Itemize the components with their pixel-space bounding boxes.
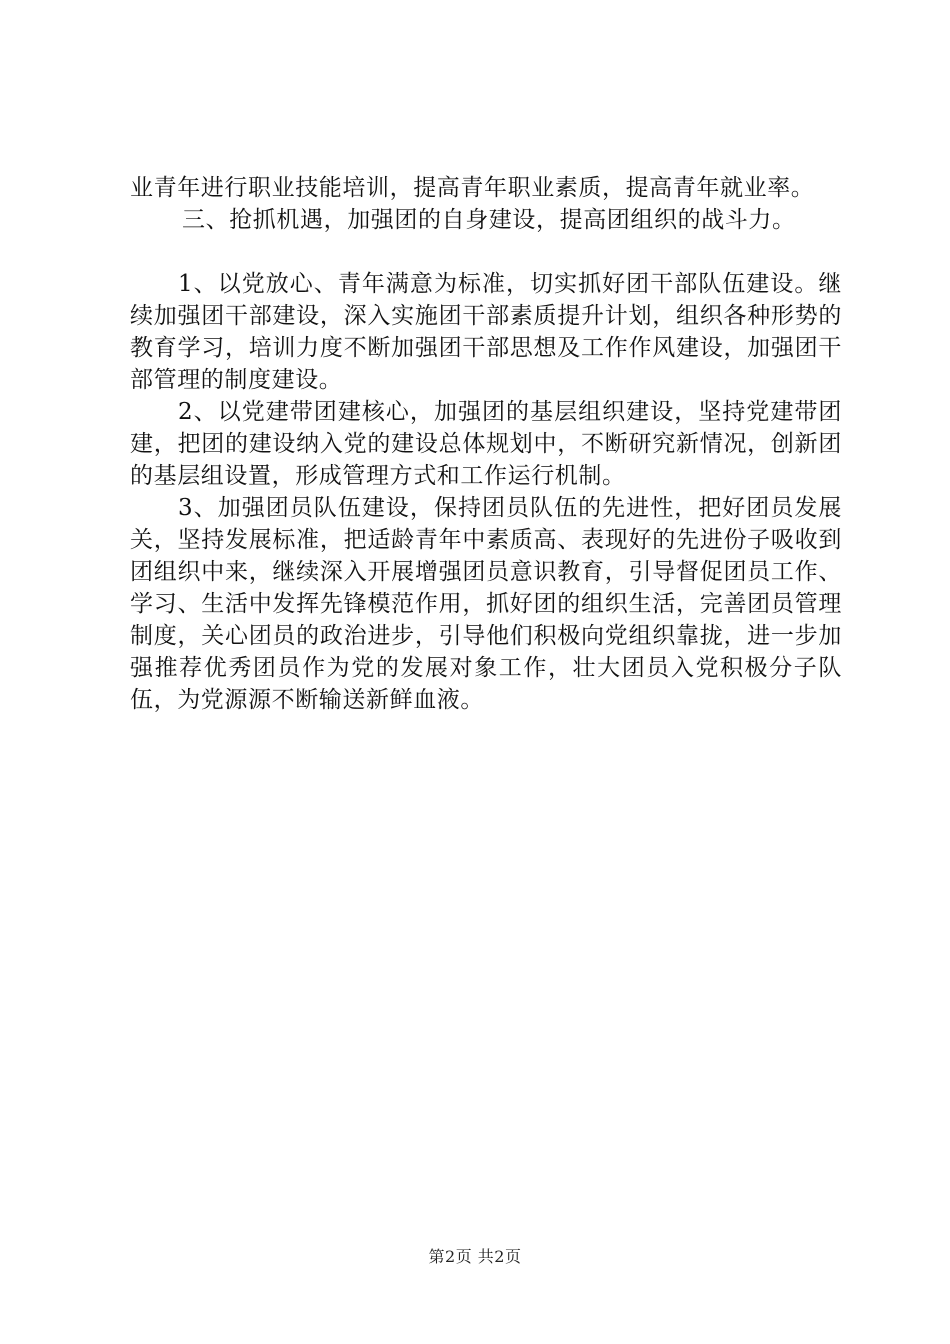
item-paragraph-3: 3、加强团员队伍建设，保持团员队伍的先进性，把好团员发展关，坚持发展标准，把适龄青年中素质高、表现好的先进份子吸收到团组织中来，继续深入开展增强团员意识教育，引导督促团员工作、学习、生活中发挥先锋模范作用，抓好团的组织生活，完善团员管理制度，关心团员的政治进步，引导他们积极向党组织靠拢，进一步加强推荐优秀团员作为党的发展对象工作，壮大团员入党积极分子队伍，为党源源不断输送新鲜血液。 <box>130 495 842 713</box>
continuation-paragraph: 业青年进行职业技能培训，提高青年职业素质，提高青年就业率。 <box>130 175 815 201</box>
paragraph-gap <box>130 236 842 268</box>
document-body <box>130 172 842 716</box>
item-paragraph-1: 1、以党放心、青年满意为标准，切实抓好团干部队伍建设。继续加强团干部建设，深入实施团干部素质提升计划，组织各种形势的教育学习，培训力度不断加强团干部思想及工作作风建设，加强团干部管理的制度建设。 <box>130 271 842 393</box>
page-footer: 第2页 共2页 <box>428 1247 522 1266</box>
item-paragraph-2: 2、以党建带团建核心，加强团的基层组织建设，坚持党建带团建，把团的建设纳入党的建设总体规划中，不断研究新情况，创新团的基层组设置，形成管理方式和工作运行机制。 <box>130 399 842 489</box>
section-heading: 三、抢抓机遇，加强团的自身建设，提高团组织的战斗力。 <box>182 207 796 233</box>
